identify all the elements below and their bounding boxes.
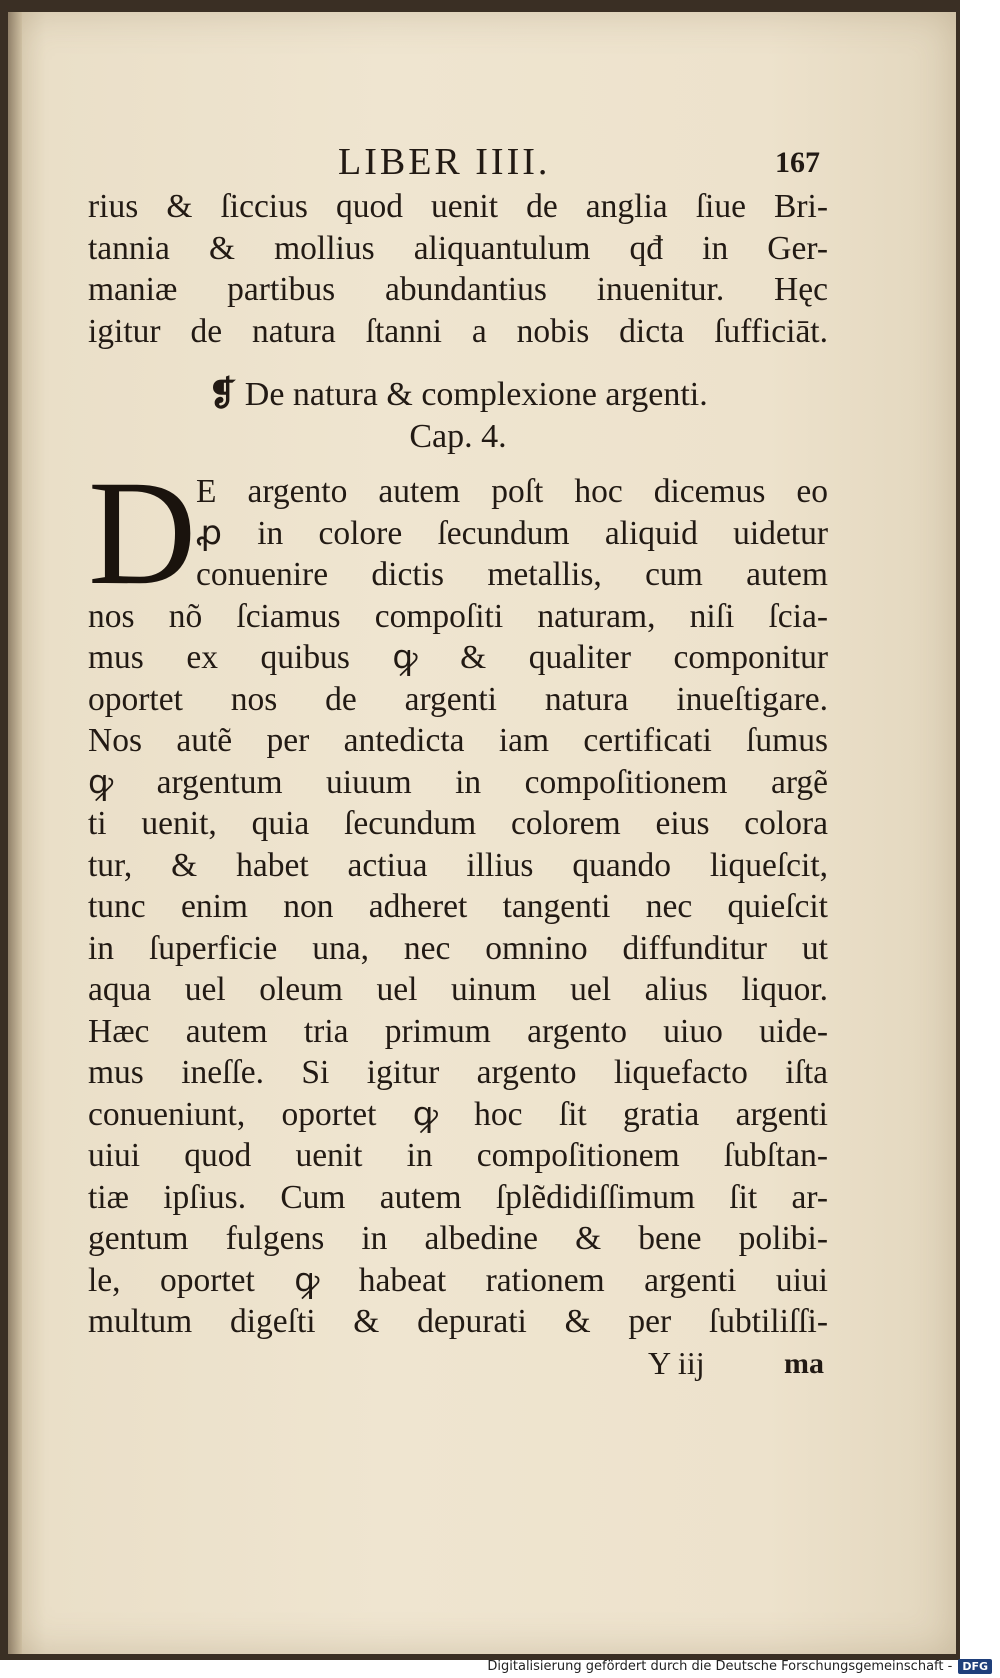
chapter-number: Cap. 4.: [409, 417, 507, 455]
credit-text: Digitalisierung gefördert durch die Deutsche Forschungsgemeinschaft -: [487, 1659, 953, 1674]
chapter-heading: [88, 374, 828, 457]
text-line: Hæc autem tria primum argento uiuo uide-: [88, 1012, 828, 1050]
text-line: aqua uel oleum uel uinum uel alius liquor.: [88, 971, 828, 1008]
chapter-body: [88, 450, 828, 1387]
running-head: LIBER IIII.: [338, 141, 551, 183]
text-line: Nos autẽ per antedicta iam certificati ſumus: [88, 722, 828, 759]
text-line: conuenire dictis metallis, cum autem: [196, 556, 828, 593]
text-line: tur, & habet actiua illius quando liqueſcit,: [88, 846, 828, 884]
page-gutter-edge: [8, 12, 22, 1654]
text-line: tiæ ipſius. Cum autem ſplẽdidiſſimum ſit ar-: [88, 1178, 828, 1216]
text-line: uiui quod uenit in compoſitionem ſubſtan-: [88, 1137, 828, 1174]
text-line: le, oportet ꝙ habeat rationem argenti uiui: [88, 1261, 828, 1299]
text-line: tunc enim non adheret tangenti nec quieſcit: [88, 888, 828, 925]
signature-mark: Y iij: [648, 1344, 705, 1381]
catchword: ma: [784, 1346, 824, 1380]
top-paragraph: [88, 186, 828, 352]
text-line: igitur de natura ſtanni a nobis dicta ſufficiāt.: [88, 312, 828, 350]
page-number: 167: [775, 146, 820, 179]
catch-line: [88, 1343, 828, 1387]
digitization-credit: [487, 1659, 992, 1674]
text-line: in ſuperficie una, nec omnino diffunditur ut: [88, 929, 828, 967]
text-line: conueniunt, oportet ꝙ hoc ſit gratia argenti: [88, 1095, 828, 1133]
text-line: E argento autem poſt hoc dicemus eo: [196, 473, 828, 510]
text-line: oportet nos de argenti natura inueſtigare.: [88, 680, 828, 718]
text-line: ti uenit, quia ſecundum colorem eius colora: [88, 805, 828, 842]
text-line: nos nõ ſciamus compoſiti naturam, niſi ſcia-: [88, 597, 828, 635]
text-line: gentum fulgens in albedine & bene polibi-: [88, 1220, 828, 1257]
text-line: ꝙ argentum uiuum in compoſitionem argẽ: [88, 763, 828, 801]
drop-cap: D: [88, 450, 197, 616]
text-line: rius & ſiccius quod uenit de anglia ſiue Bri-: [88, 188, 828, 225]
text-line: mus ineſſe. Si igitur argento liquefacto iſta: [88, 1054, 828, 1091]
text-line: mus ex quibus ꝙ & qualiter componitur: [88, 639, 828, 676]
book-page: [8, 12, 956, 1654]
text-line: tannia & mollius aliquantulum qđ in Ger-: [88, 229, 828, 267]
chapter-title: De natura & complexione argenti.: [244, 376, 708, 413]
pilcrow-icon: ❡: [208, 376, 237, 413]
text-line: ꝓ in colore ſecundum aliquid uidetur: [196, 514, 828, 552]
text-line: multum digeſti & depurati & per ſubtiliſſi-: [88, 1303, 828, 1340]
text-line: maniæ partibus abundantius inuenitur. Hęc: [88, 271, 828, 308]
dfg-logo: DFG: [958, 1659, 992, 1674]
text-block: [88, 130, 828, 1387]
page-header: [88, 130, 828, 186]
chapter-title-line: [88, 374, 828, 416]
